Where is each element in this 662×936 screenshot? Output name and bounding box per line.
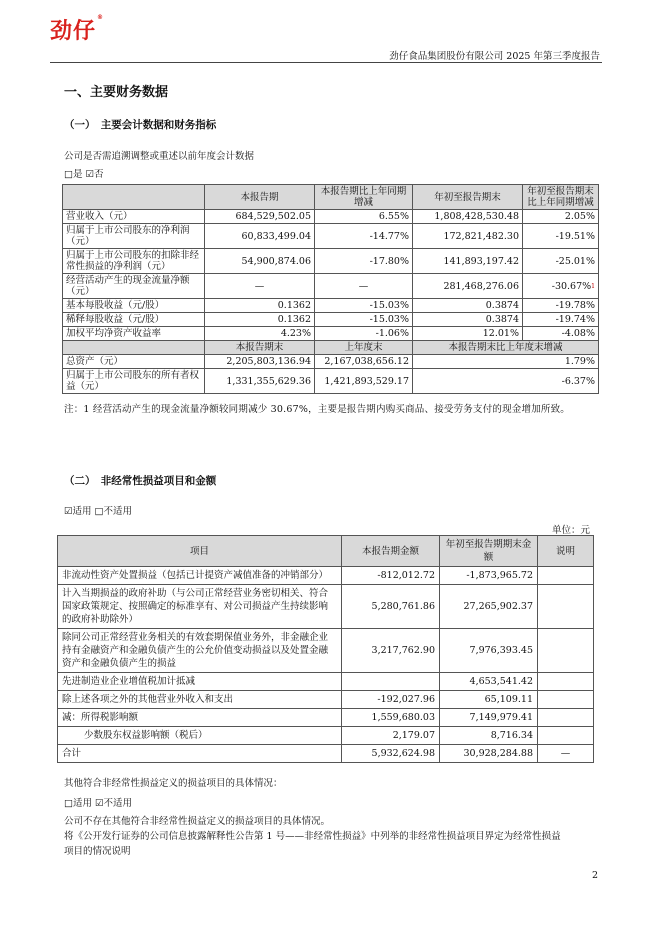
value-cell: -6.37% [413,369,599,394]
header-cell: 年初至报告期末比上年同期增减 [523,185,599,210]
value-cell: 7,149,979.41 [440,709,538,727]
value-cell: 2,205,803,136.94 [205,355,315,369]
value-cell: 0.3874 [413,299,523,313]
value-cell: -812,012.72 [342,567,440,585]
row-label: 营业收入（元） [63,210,205,224]
row-label: 归属于上市公司股东的净利润（元） [63,224,205,249]
retro-adjust-options: □是 ☑否 [64,169,104,180]
header-cell: 本报告期 [205,185,315,210]
note-cell: — [538,745,594,763]
subsection-title-nonrecurring: （二） 非经常性损益项目和金额 [64,475,217,487]
row-label: 稀释每股收益（元/股） [63,313,205,327]
header-cell: 上年度末 [315,341,413,355]
classification-text-line2: 项目的情况说明 [64,846,131,857]
nonrecurring-table [57,535,594,763]
value-cell: 8,716.34 [440,727,538,745]
company-logo: 劲仔® [50,14,105,44]
note-cell [538,629,594,673]
value-cell: -19.78% [523,299,599,313]
value-cell: — [315,274,413,299]
value-cell: 12.01% [413,327,523,341]
subsection-title-accounting: （一） 主要会计数据和财务指标 [64,119,217,131]
table-row [58,727,594,745]
value-cell: 7,976,393.45 [440,629,538,673]
table-row [63,355,599,369]
note-cell [538,691,594,709]
section-title: 一、主要财务数据 [64,85,169,100]
row-label: 基本每股收益（元/股） [63,299,205,313]
header-cell [63,185,205,210]
row-label: 归属于上市公司股东的所有者权益（元） [63,369,205,394]
table-subheader-row [63,341,599,355]
retro-adjust-question: 公司是否需追溯调整或重述以前年度会计数据 [64,151,255,162]
report-header-title: 劲仔食品集团股份有限公司 2025 年第三季度报告 [389,51,600,62]
applicable-options: ☑适用 □不适用 [64,506,133,517]
value-cell: 6.55% [315,210,413,224]
table-row [63,224,599,249]
row-label: 计入当期损益的政府补助（与公司正常经营业务密切相关、符合国家政策规定、按照确定的标准享有、对公司损益产生持续影响的政府补助除外） [58,585,342,629]
value-cell: -4.08% [523,327,599,341]
row-label: 经营活动产生的现金流量净额（元） [63,274,205,299]
table-row [58,567,594,585]
row-label: 归属于上市公司股东的扣除非经常性损益的净利润（元） [63,249,205,274]
table-total-row [58,745,594,763]
table-row [63,299,599,313]
value-cell: 1.79% [413,355,599,369]
row-label: 除同公司正常经营业务相关的有效套期保值业务外，非金融企业持有金融资产和金融负债产生的公允价值变动损益以及处置金融资产和金融负债产生的损益 [58,629,342,673]
row-label: 加权平均净资产收益率 [63,327,205,341]
other-items-title: 其他符合非经常性损益定义的损益项目的具体情况： [64,778,283,789]
row-label: 非流动性资产处置损益（包括已计提资产减值准备的冲销部分） [58,567,342,585]
header-cell: 本报告期比上年同期增减 [315,185,413,210]
value-cell [523,274,599,299]
value-cell: 0.3874 [413,313,523,327]
note-cell [538,673,594,691]
value-cell: 172,821,482.30 [413,224,523,249]
value-cell: 1,559,680.03 [342,709,440,727]
header-cell: 本报告期金额 [342,536,440,567]
footnote-marker: 1 [591,282,595,290]
page-number: 2 [591,870,598,881]
value-text: -30.67% [551,280,592,292]
table-header-row [58,536,594,567]
value-cell: 1,808,428,530.48 [413,210,523,224]
value-cell: -14.77% [315,224,413,249]
header-cell: 项目 [58,536,342,567]
value-cell: 1,421,893,529.17 [315,369,413,394]
row-label: 减：所得税影响额 [58,709,342,727]
key-financial-table [62,184,599,394]
table-row [63,274,599,299]
value-cell: 2.05% [523,210,599,224]
value-cell: 684,529,502.05 [205,210,315,224]
table-header-row [63,185,599,210]
other-items-options: □适用 ☑不适用 [64,798,133,809]
value-cell: 4,653,541.42 [440,673,538,691]
value-cell: -1.06% [315,327,413,341]
row-label: 少数股东权益影响额（税后） [58,727,342,745]
table-row [58,691,594,709]
header-cell: 年初至报告期末 [413,185,523,210]
header-cell: 说明 [538,536,594,567]
classification-text-line1: 将《公开发行证券的公司信息披露解释性公告第 1 号——非经常性损益》中列举的非经常性损益项目界定为经常性损益 [64,831,561,842]
table-row [58,673,594,691]
row-label: 总资产（元） [63,355,205,369]
value-cell: 4.23% [205,327,315,341]
table-row [63,249,599,274]
value-cell: 3,217,762.90 [342,629,440,673]
value-cell: 5,280,761.86 [342,585,440,629]
value-cell: 281,468,276.06 [413,274,523,299]
note-cell [538,585,594,629]
value-cell: -15.03% [315,313,413,327]
header-cell: 本报告期末比上年度末增减 [413,341,599,355]
value-cell: 65,109.11 [440,691,538,709]
unit-label: 单位：元 [551,525,590,536]
table-row [63,327,599,341]
note-cell [538,709,594,727]
note-cell [538,727,594,745]
value-cell: 30,928,284.88 [440,745,538,763]
header-cell: 年初至报告期期末金额 [440,536,538,567]
table-row [58,709,594,727]
value-cell [342,673,440,691]
value-cell: -19.51% [523,224,599,249]
value-cell: 5,932,624.98 [342,745,440,763]
value-cell: -15.03% [315,299,413,313]
header-cell [63,341,205,355]
table-row [63,313,599,327]
value-cell: -17.80% [315,249,413,274]
value-cell: 60,833,499.04 [205,224,315,249]
table-row [58,629,594,673]
value-cell: 54,900,874.06 [205,249,315,274]
value-cell: 27,265,902.37 [440,585,538,629]
row-label: 先进制造业企业增值税加计抵减 [58,673,342,691]
table-row [63,369,599,394]
note-cell [538,567,594,585]
header-divider [50,62,602,63]
table-row [58,585,594,629]
value-cell: 1,331,355,629.36 [205,369,315,394]
value-cell: 2,179.07 [342,727,440,745]
value-cell: 141,893,197.42 [413,249,523,274]
no-other-items-text: 公司不存在其他符合非经常性损益定义的损益项目的具体情况。 [64,816,331,827]
value-cell: -25.01% [523,249,599,274]
value-cell: -19.74% [523,313,599,327]
header-cell: 本报告期末 [205,341,315,355]
value-cell: 0.1362 [205,313,315,327]
row-label: 合计 [58,745,342,763]
value-cell: 0.1362 [205,299,315,313]
value-cell: — [205,274,315,299]
table-row [63,210,599,224]
value-cell: -192,027.96 [342,691,440,709]
value-cell: -1,873,965.72 [440,567,538,585]
table-footnote: 注：1 经营活动产生的现金流量净额较同期减少 30.67%，主要是报告期内购买商品、接受劳务支付的现金增加所致。 [64,404,571,415]
value-cell: 2,167,038,656.12 [315,355,413,369]
row-label: 除上述各项之外的其他营业外收入和支出 [58,691,342,709]
